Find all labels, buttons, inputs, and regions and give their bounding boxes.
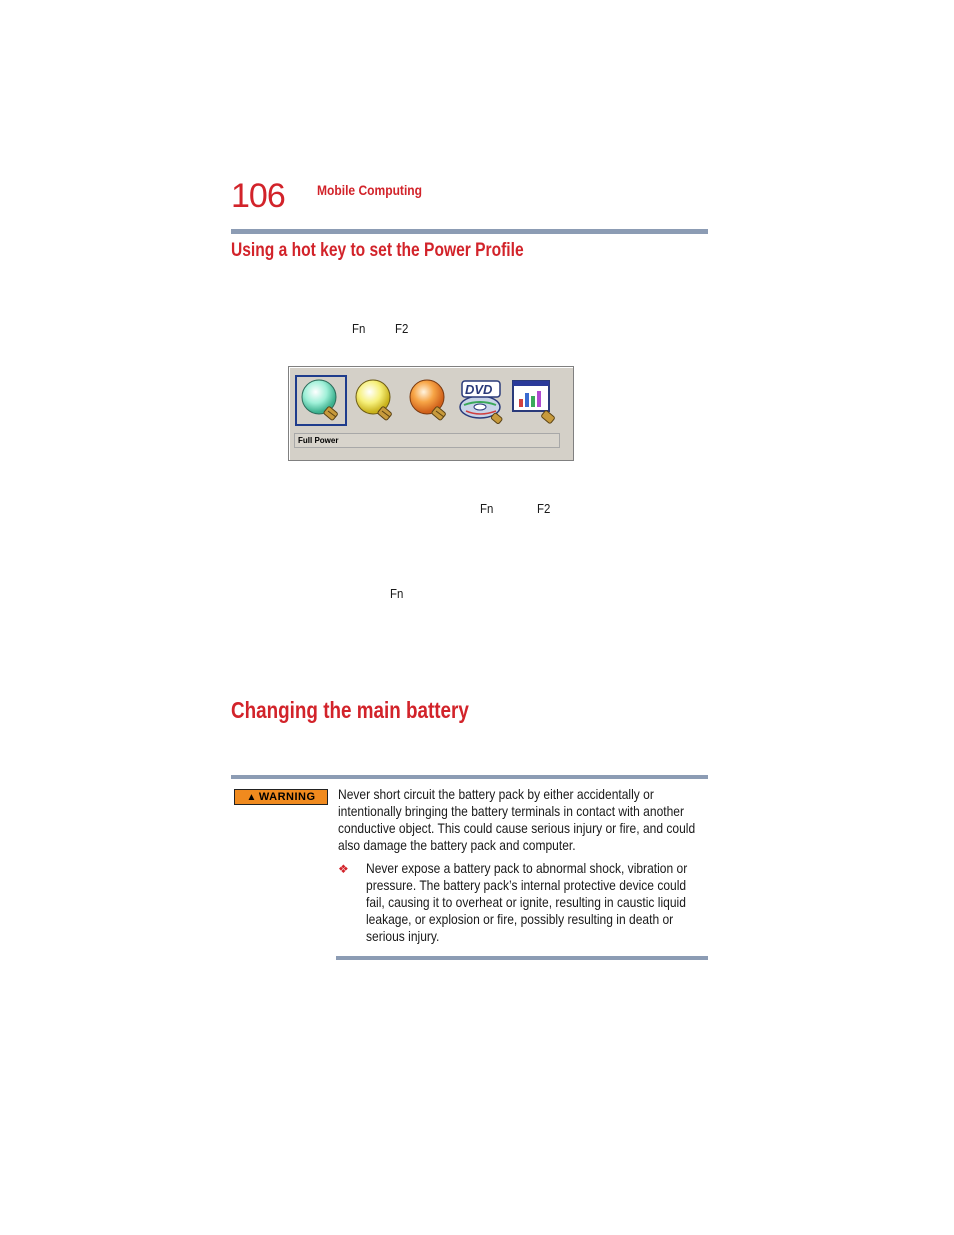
warning-line: conductive object. This could cause serious injury or fire, and could (338, 820, 696, 836)
svg-text:DVD: DVD (465, 382, 493, 397)
key-fn-3: Fn (390, 586, 404, 601)
yellow-bulb-icon[interactable] (349, 375, 401, 427)
presentation-icon[interactable] (509, 375, 561, 427)
header-rule (231, 229, 708, 234)
running-head: Mobile Computing (317, 182, 423, 198)
dvd-icon[interactable] (456, 375, 508, 427)
profile-status-field: Full Power (294, 433, 560, 448)
key-fn-2: Fn (480, 501, 494, 516)
warning-bullet-line: fail, causing it to overheat or ignite, resulting in caustic liquid (366, 894, 686, 910)
power-profile-dialog (288, 366, 574, 461)
warning-paragraph (338, 786, 768, 854)
key-fn-1: Fn (352, 321, 366, 336)
warning-bullet-line: Never expose a battery pack to abnormal shock, vibration or (366, 860, 688, 876)
warning-bottom-rule (336, 956, 708, 960)
warning-bullet-paragraph (366, 860, 766, 945)
warning-bullet-line: serious injury. (366, 928, 440, 944)
bullet-icon: ❖ (338, 862, 349, 876)
warning-top-rule (231, 775, 708, 779)
section-heading-battery: Changing the main battery (231, 697, 469, 723)
orange-bulb-icon[interactable] (403, 375, 455, 427)
warning-badge-label: WARNING (258, 791, 316, 803)
warning-line: also damage the battery pack and computer. (338, 837, 576, 853)
warning-bullet-line: pressure. The battery pack’s internal protective device could (366, 877, 687, 893)
key-f2-2: F2 (537, 501, 551, 516)
key-f2-1: F2 (395, 321, 409, 336)
warning-badge (234, 789, 328, 805)
section-heading-hotkey: Using a hot key to set the Power Profile (231, 240, 524, 261)
page-number: 106 (231, 177, 285, 215)
warning-triangle-icon: ▲ (246, 791, 257, 803)
warning-bullet-line: leakage, or explosion or fire, possibly resulting in death or (366, 911, 674, 927)
warning-line: Never short circuit the battery pack by either accidentally or (338, 786, 654, 802)
full-power-bulb-icon[interactable] (295, 375, 347, 427)
warning-line: intentionally bringing the battery terminals in contact with another (338, 803, 685, 819)
